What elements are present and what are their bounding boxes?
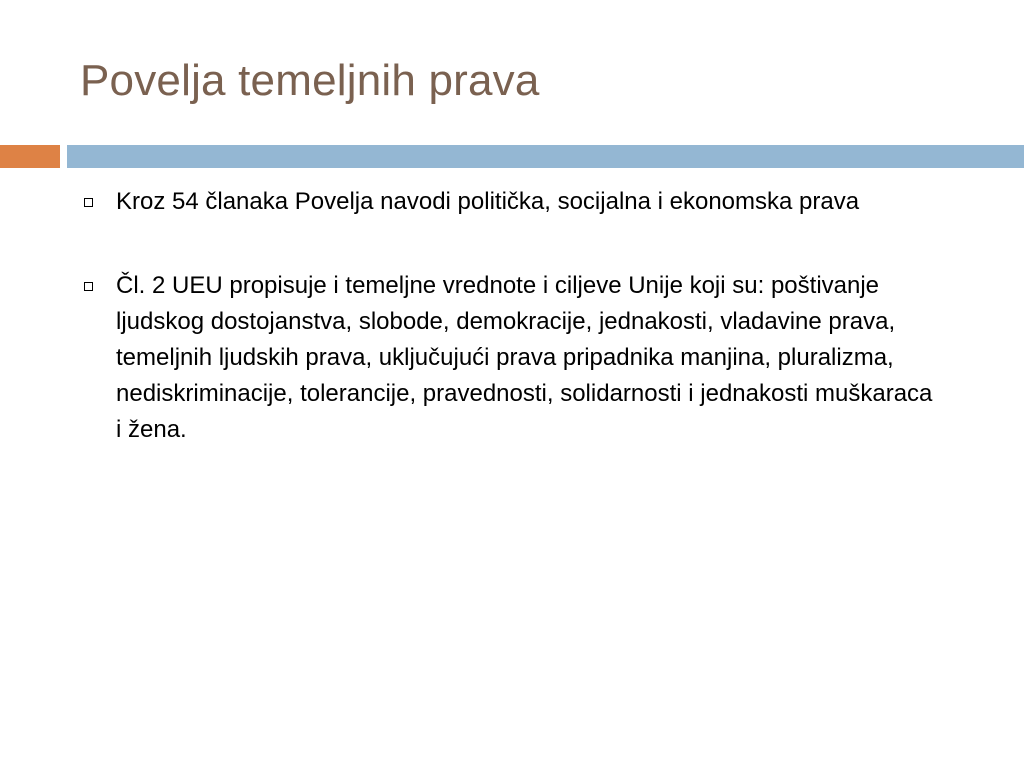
bullet-text: Kroz 54 članaka Povelja navodi politička, socijalna i ekonomska prava <box>116 188 860 215</box>
square-bullet-icon <box>84 198 93 207</box>
bullet-item <box>80 184 940 220</box>
square-bullet-icon <box>84 282 93 291</box>
bullet-text: Čl. 2 UEU propisuje i temeljne vrednote i ciljeve Unije koji su: poštivanje ljudskog dostojanstva, slobode, demokracije, jednakosti, vladavine prava, temeljnih ljudskih prava, uključujući prava pripadnika manjina, pluralizma, nediskriminacije, tolerancije, pravednosti, solidarnosti i jednakosti muškaraca i žena. <box>116 272 933 443</box>
slide-title: Povelja temeljnih prava <box>80 56 540 105</box>
accent-bar-orange <box>0 145 60 168</box>
bullet-item <box>80 268 940 448</box>
accent-bar-blue <box>67 145 1024 168</box>
bullet-list <box>80 184 940 448</box>
